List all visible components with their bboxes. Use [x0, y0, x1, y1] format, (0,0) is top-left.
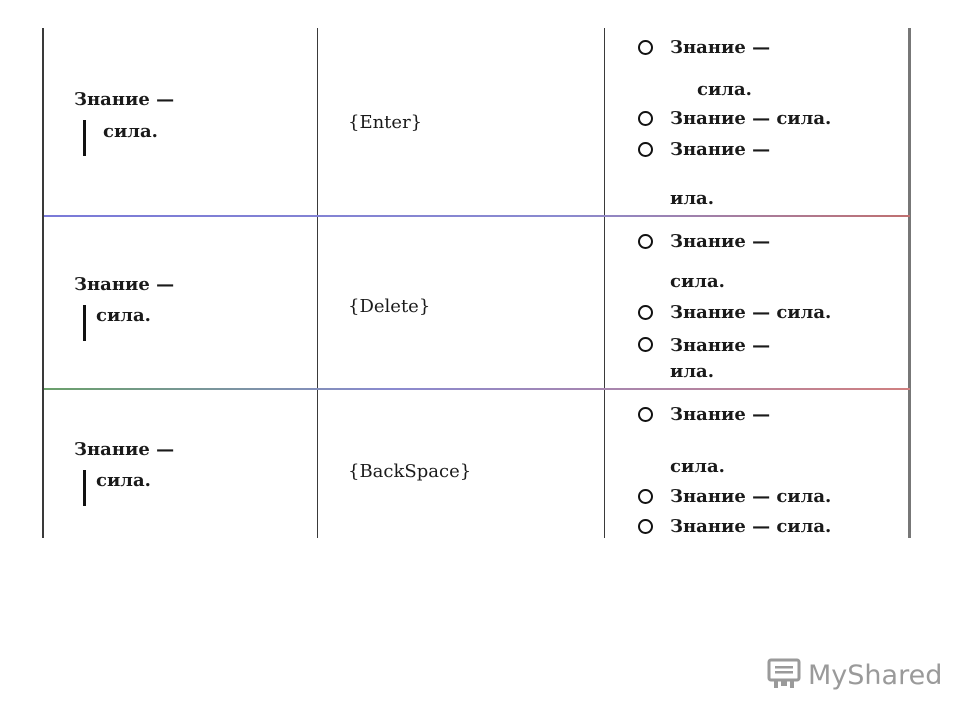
table-column-divider-1 — [317, 28, 318, 538]
mortarboard-icon — [766, 656, 802, 694]
option-text-continued: ила. — [670, 361, 714, 382]
option-text: Знание — — [670, 231, 771, 252]
option-text: Знание — сила. — [670, 516, 832, 537]
radio-option[interactable] — [638, 111, 653, 126]
key-label: {Enter} — [348, 112, 423, 133]
text-cursor — [83, 470, 86, 506]
left-text-line1: Знание — — [74, 89, 175, 110]
left-text-line1: Знание — — [74, 274, 175, 295]
option-text: Знание — — [670, 37, 771, 58]
watermark-text: MyShared — [808, 659, 943, 691]
row-divider-1 — [44, 215, 910, 217]
key-label: {Delete} — [348, 296, 431, 317]
option-text: Знание — — [670, 139, 771, 160]
text-cursor — [83, 120, 86, 156]
option-text: Знание — — [670, 404, 771, 425]
option-text: Знание — — [670, 335, 771, 356]
radio-option[interactable] — [638, 142, 653, 157]
option-text: Знание — сила. — [670, 486, 832, 507]
left-text-line1: Знание — — [74, 439, 175, 460]
radio-option[interactable] — [638, 519, 653, 534]
left-text-line2: сила. — [96, 470, 151, 491]
radio-option[interactable] — [638, 407, 653, 422]
key-label: {BackSpace} — [348, 461, 472, 482]
text-cursor — [83, 305, 86, 341]
option-text-continued: сила. — [697, 79, 752, 100]
option-text-continued: ила. — [670, 188, 714, 209]
radio-option[interactable] — [638, 489, 653, 504]
option-text-continued: сила. — [670, 271, 725, 292]
table-border-right — [908, 28, 911, 538]
option-text-continued: сила. — [670, 456, 725, 477]
option-text: Знание — сила. — [670, 302, 832, 323]
radio-option[interactable] — [638, 40, 653, 55]
radio-option[interactable] — [638, 234, 653, 249]
left-text-line2: сила. — [96, 305, 151, 326]
table-border-left — [42, 28, 44, 538]
row-divider-2 — [44, 388, 910, 390]
option-text: Знание — сила. — [670, 108, 832, 129]
left-text-line2: сила. — [103, 121, 158, 142]
table-column-divider-2 — [604, 28, 605, 538]
radio-option[interactable] — [638, 337, 653, 352]
watermark-logo — [766, 657, 942, 693]
radio-option[interactable] — [638, 305, 653, 320]
